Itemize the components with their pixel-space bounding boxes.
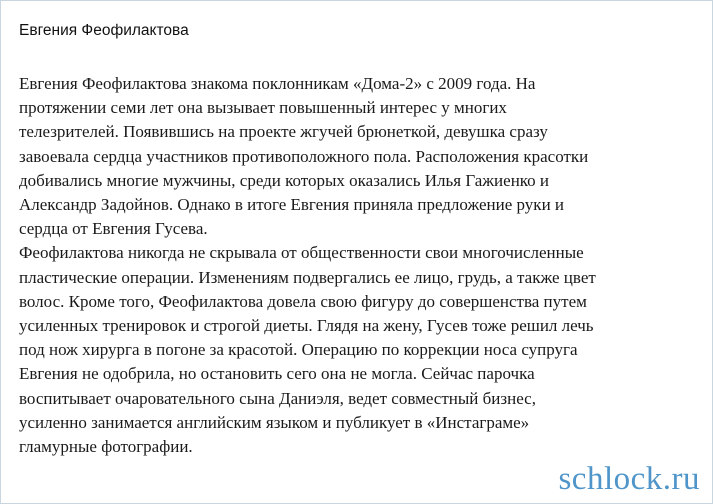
site-watermark: schlock.ru [558,461,700,497]
article-body [19,72,699,459]
article-paragraph: Евгения Феофилактова знакома поклонникам «Дома-2» с 2009 года. На протяжении семи лет она вызывает повышенный интерес у многих телезрителей. Появившись на проекте жгучей брюнеткой, девушка сразу завоевала сердца участников противоположного пола. Расположения красотки добивались многие мужчины, среди которых оказались Илья Гажиенко и Александр Задойнов. Однако в итоге Евгения приняла предложение руки и сердца от Евгения Гусева. [19,74,589,239]
article-title: Евгения Феофилактова [19,22,189,39]
article-paragraph: Феофилактова никогда не скрывала от общественности свои многочисленные пластические операции. Изменениям подвергались ее лицо, грудь, а также цвет волос. Кроме того, Феофилактова довела свою фигуру до совершенства путем усиленных тренировок и строгой диеты. Глядя на жену, Гусев тоже решил лечь под нож хирурга в погоне за красотой. Операцию по коррекции носа супруга Евгения не одобрила, но остановить сего она не могла. Сейчас парочка воспитывает очаровательного сына Даниэля, ведет совместный бизнес, усиленно занимается английским языком и публикует в «Инстаграме» гламурные фотографии. [19,243,596,457]
